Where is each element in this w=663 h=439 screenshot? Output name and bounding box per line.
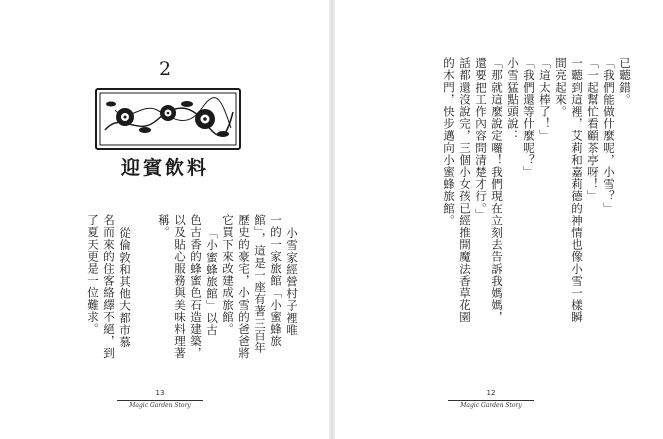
text-column: 它買下來改建成旅館。 <box>221 214 235 335</box>
chapter-title: 迎賓飲料 <box>120 157 209 179</box>
chapter-number: 2 <box>158 58 172 80</box>
text-column: 「我們還等什麼呢？」 <box>522 57 536 178</box>
text-column: 色古香的蜂蜜色石造建築， <box>189 214 203 360</box>
text-column: 「我們能做什麼呢，小雪？」 <box>602 57 616 215</box>
text-column: 了夏天更是一位難求。 <box>86 214 100 335</box>
text-column: 的木門，快步邁向小蜜蜂旅館。 <box>442 57 456 227</box>
footer-divider <box>448 400 534 401</box>
footer-divider <box>117 400 203 401</box>
text-column: 從倫敦和其他大都市慕 <box>118 227 132 348</box>
flower-vine-icon <box>97 90 239 148</box>
text-column: 一的一家旅館「小蜜蜂旅 <box>269 214 283 348</box>
text-column: 「小蜜蜂旅館」以古 <box>205 227 219 336</box>
text-column: 已聽錯。 <box>618 57 632 106</box>
text-column: 歷史的豪宅，小雪的爸爸將 <box>237 214 251 360</box>
text-column: 「一起幫忙看顧茶亭呀！」 <box>586 57 600 203</box>
text-column: 「這太棒了！」 <box>538 57 552 142</box>
text-column: 一聽到這裡，艾莉和嘉莉德的神情也像小雪一樣瞬 <box>570 57 584 324</box>
text-column: 小雪家經營村子裡唯 <box>285 227 299 336</box>
text-column: 還要把工作內容問清楚才行。」 <box>474 57 488 221</box>
right-page <box>335 0 663 439</box>
text-column: 小雪猛點頭說： <box>506 57 520 142</box>
text-column: 館」，這是一座有著三百年 <box>253 214 267 354</box>
text-column: 「那就這麼說定囉！我們現在立刻去告訴我媽媽， <box>490 57 504 324</box>
page-number: 13 <box>155 389 165 397</box>
text-column: 稱。 <box>157 214 171 239</box>
footer-book-title: Magic Garden Story <box>460 402 522 409</box>
text-column: 話都還沒說完，三個小女孩已經推開魔法香草花園 <box>458 57 472 324</box>
page-number: 12 <box>486 389 496 397</box>
text-column: 名而來的住客絡繹不絕，到 <box>102 214 116 360</box>
left-page <box>0 0 329 439</box>
text-column: 以及貼心服務與美味料理著 <box>173 214 187 360</box>
footer-book-title: Magic Garden Story <box>129 402 191 409</box>
text-column: 間亮起來。 <box>554 57 568 118</box>
floral-ornament-illustration <box>95 88 241 150</box>
